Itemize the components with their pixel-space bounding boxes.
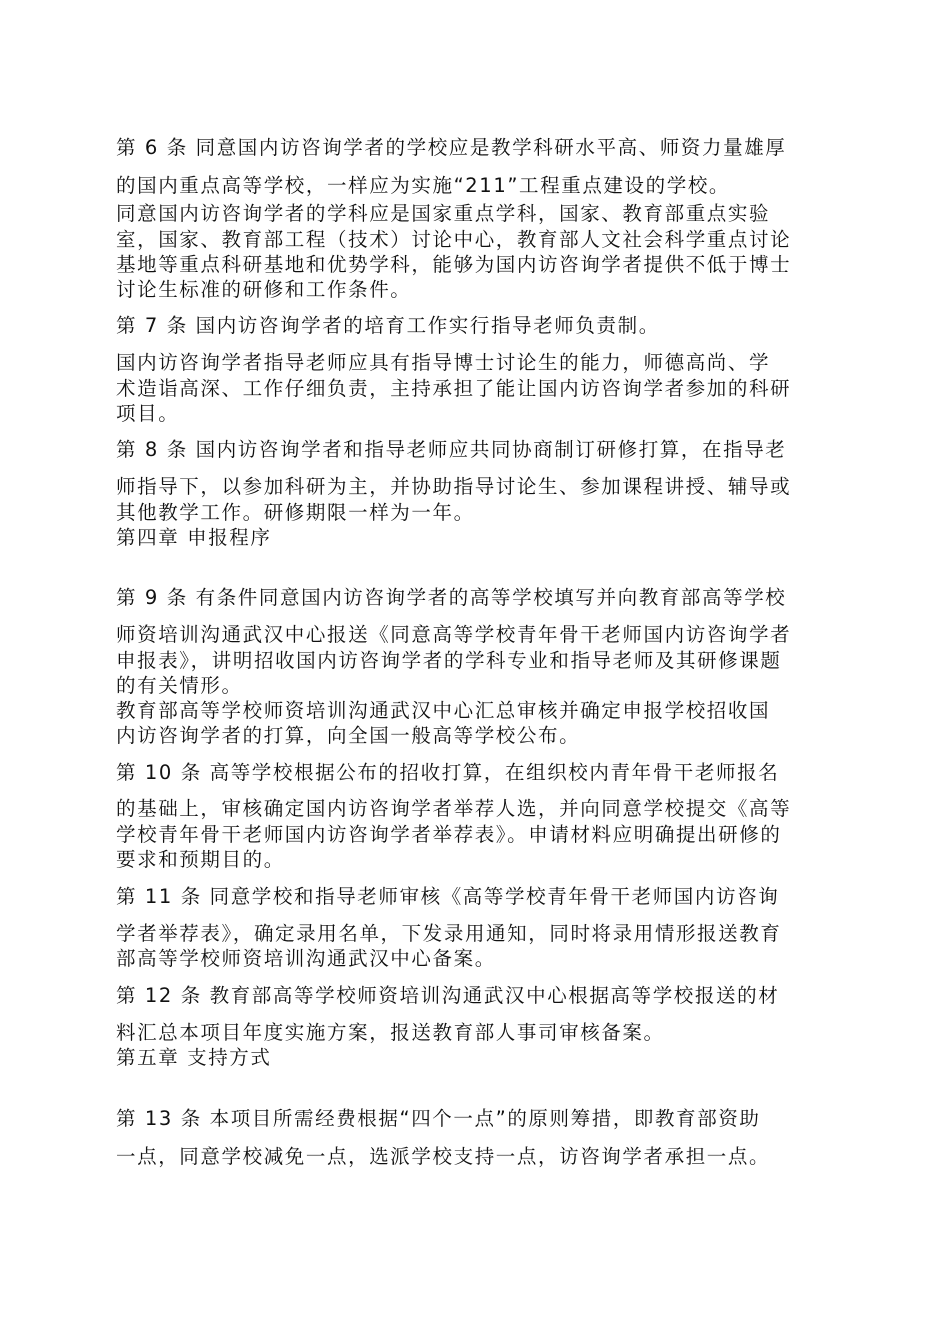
article-10-line-1: 第 10 条 高等学校根据公布的招收打算，在组织校内青年骨干老师报名 — [116, 761, 780, 784]
article-11-line-2: 学者举荐表》，确定录用名单，下发录用通知，同时将录用情形报送教育 — [116, 922, 782, 945]
article-6-line-2: 的国内重点高等学校，一样应为实施“211”工程重点建设的学校。 — [116, 174, 731, 197]
article-10-line-4: 要求和预期目的。 — [116, 848, 285, 871]
article-12-line-2: 料汇总本项目年度实施方案，报送教育部人事司审核备案。 — [116, 1021, 665, 1044]
article-7-line-1: 第 7 条 国内访咨询学者的培育工作实行指导老师负责制。 — [116, 314, 660, 337]
paragraph-line: 术造诣高深、工作仔细负责，主持承担了能让国内访咨询学者参加的科研 — [116, 377, 792, 400]
article-8-line-3: 其他教学工作。研修期限一样为一年。 — [116, 501, 475, 524]
article-9-line-4: 的有关情形。 — [116, 674, 243, 697]
paragraph-line: 同意国内访咨询学者的学科应是国家重点学科，国家、教育部重点实验 — [116, 202, 771, 225]
article-8-line-2: 师指导下，以参加科研为主，并协助指导讨论生、参加课程讲授、辅导或 — [116, 475, 792, 498]
paragraph-line: 教育部高等学校师资培训沟通武汉中心汇总审核并确定申报学校招收国 — [116, 699, 771, 722]
article-9-line-2: 师资培训沟通武汉中心报送《同意高等学校青年骨干老师国内访咨询学者 — [116, 623, 792, 646]
article-13-line-1: 第 13 条 本项目所需经费根据“四个一点”的原则筹措，即教育部资助 — [116, 1107, 761, 1130]
paragraph-line: 项目。 — [116, 402, 180, 425]
article-6-line-1: 第 6 条 同意国内访咨询学者的学校应是教学科研水平高、师资力量雄厚 — [116, 136, 787, 159]
article-10-line-3: 学校青年骨干老师国内访咨询学者举荐表》。申请材料应明确提出研修的 — [116, 823, 782, 846]
paragraph-line: 内访咨询学者的打算，向全国一般高等学校公布。 — [116, 724, 581, 747]
article-10-line-2: 的基础上，审核确定国内访咨询学者举荐人选，并向同意学校提交《高等 — [116, 797, 792, 820]
paragraph-line: 基地等重点科研基地和优势学科，能够为国内访咨询学者提供不低于博士 — [116, 253, 792, 276]
chapter-4-heading: 第四章 申报程序 — [116, 526, 272, 549]
article-8-line-1: 第 8 条 国内访咨询学者和指导老师应共同协商制订研修打算，在指导老 — [116, 438, 787, 461]
paragraph-line: 国内访咨询学者指导老师应具有指导博士讨论生的能力，师德高尚、学 — [116, 351, 771, 374]
paragraph-line: 室，国家、教育部工程（技术）讨论中心，教育部人文社会科学重点讨论 — [116, 228, 792, 251]
paragraph-line: 讨论生标准的研修和工作条件。 — [116, 278, 412, 301]
article-11-line-3: 部高等学校师资培训沟通武汉中心备案。 — [116, 947, 496, 970]
article-13-line-2: 一点，同意学校减免一点，选派学校支持一点，访咨询学者承担一点。 — [116, 1145, 771, 1168]
article-9-line-3: 申报表》，讲明招收国内访咨询学者的学科专业和指导老师及其研修课题 — [116, 649, 782, 672]
article-11-line-1: 第 11 条 同意学校和指导老师审核《高等学校青年骨干老师国内访咨询 — [116, 885, 780, 908]
chapter-5-heading: 第五章 支持方式 — [116, 1046, 272, 1069]
article-12-line-1: 第 12 条 教育部高等学校师资培训沟通武汉中心根据高等学校报送的材 — [116, 984, 780, 1007]
article-9-line-1: 第 9 条 有条件同意国内访咨询学者的高等学校填写并向教育部高等学校 — [116, 586, 787, 609]
